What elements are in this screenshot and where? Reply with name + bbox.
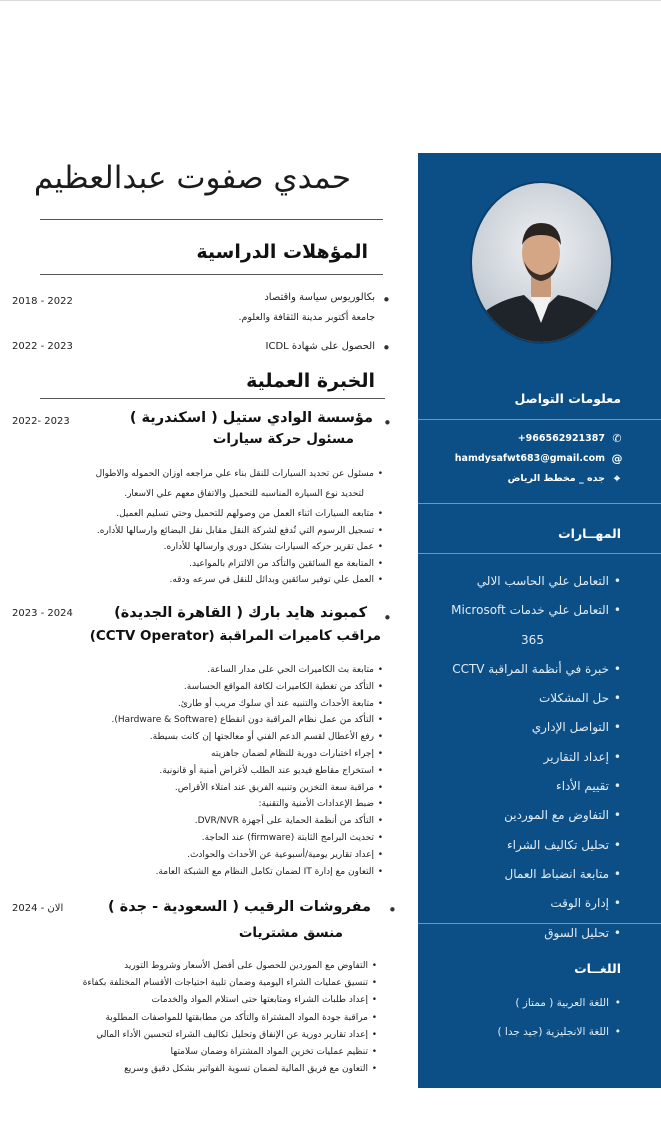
job2-bullets [111,662,383,880]
education-date: 2018 - 2022 [12,296,73,307]
skill-item: • إدارة الوقت [416,889,621,918]
skills-top-divider [418,503,661,504]
job2-bullet-item: • التأكد من عمل نظام المراقبة دون انقطاع (Hardware & Software). [111,712,383,729]
email-icon: @ [611,452,623,465]
certificate-bullet: • [382,339,391,357]
job3-bullets [83,958,377,1078]
job3-bullet-item: • إعداد طلبات الشراء ومتابعتها حتى استلام المواد والخدمات [83,992,377,1009]
job2-bullet-item: • رفع الأعطال لقسم الدعم الفني أو معالجتها إن كانت بسيطة. [111,729,383,746]
job3-date: الان - 2024 [12,903,64,914]
skill-item: • إعداد التقارير [416,743,621,772]
job2-date: 2023 - 2024 [12,608,73,619]
job2-bullet-item: • مراقبة سعة التخزين وتنبيه الفريق عند امتلاء الأقراص. [111,780,383,797]
skill-item: • التفاوض مع الموردين [416,801,621,830]
job2-bullet-item: • متابعة بث الكاميرات الحي على مدار الساعة. [111,662,383,679]
language-item: • اللغة الانجليزية (جيد جدا ) [416,1018,621,1047]
job3-bullet-item: • تنظيم عمليات تخزين المواد المشتراة وضمان سلامتها [83,1044,377,1061]
job1-bullet-item: • عمل تقرير حركه السيارات بشكل دوري وارسالها للأداره. [96,539,383,555]
job1-bullet-item: • المتابعة مع السائقين والتأكد من الالتزام بالمواعيد. [96,556,383,572]
phone-icon: ✆ [612,432,622,445]
languages-title: اللغــات [574,961,621,976]
job1-bullets [96,466,383,588]
skill-item: • تقييم الأداء [416,772,621,801]
skill-item: • تحليل السوق [416,919,621,948]
contact-list [423,429,623,489]
name-divider [40,219,383,220]
profile-photo [470,181,613,344]
skill-item: • التعامل علي خدمات Microsoft 365 [416,596,621,655]
experience-divider [40,398,385,399]
job2-bullet-item: • إجراء اختبارات دورية للنظام لضمان جاهزيته [111,746,383,763]
job2-bullet-item: • متابعة الأحداث والتنبيه عند أي سلوك مريب أو طارئ. [111,696,383,713]
contact-email: @ hamdysafwt683@gmail.com [423,449,623,469]
skills-list [416,567,621,948]
job1-date: 2022- 2023 [12,416,70,427]
languages-list [416,989,621,1047]
job2-role: مراقب كاميرات المراقبة (CCTV Operator) [89,628,381,644]
contact-title: معلومات التواصل [514,391,621,406]
contact-divider [418,419,661,420]
job1-bullet-item: • العمل علي توفير سائقين وبدائل للنقل في سرعه ودقه. [96,572,383,588]
certificate-name: الحصول على شهادة ICDL [265,341,375,352]
skills-divider [418,553,661,554]
job2-bullet-item: • إعداد تقارير يومية/أسبوعية عن الأحداث والحوادث. [111,847,383,864]
job2-company: كمبوند هايد بارك ( القاهرة الجديدة) [114,605,367,621]
education-school: جامعة أكتوبر مدينة الثقافة والعلوم. [238,312,375,323]
job1-bullet-item: • تسجيل الرسوم التي تُدفع لشركة النقل مقابل نقل البضائع وارسالها للأداره. [96,523,383,539]
skills-title: المهــارات [558,526,621,541]
job1-bullet-item: • مسئول عن تحديد السيارات للنقل بناء علي مراجعه اوزان الحموله والاطوال [96,466,383,482]
location-icon: ⌖ [613,472,621,485]
top-border [0,0,661,1]
job3-bullet-item: • التفاوض مع الموردين للحصول على أفضل الأسعار وشروط التوريد [83,958,377,975]
job3-bullet-item: • إعداد تقارير دورية عن الإنفاق وتحليل تكاليف الشراء لتحسين الأداء المالي [83,1027,377,1044]
job1-bullet: • [383,414,392,432]
job1-role: مسئول حركة سيارات [212,431,354,447]
skill-item: • حل المشكلات [416,684,621,713]
job2-bullet: • [383,609,392,627]
job2-bullet-item: • استخراج مقاطع فيديو عند الطلب لأغراض أمنية أو قانونية. [111,763,383,780]
job2-bullet-item: • التعاون مع إدارة IT لضمان تكامل النظام مع الشبكة العامة. [111,864,383,881]
job3-role: منسق مشتريات [238,925,343,941]
job3-company: مفروشات الرقيب ( السعودية - جدة ) [108,899,371,915]
job2-bullet-item: • تحديث البرامج الثابتة (firmware) عند الحاجة. [111,830,383,847]
skill-item: • تحليل تكاليف الشراء [416,831,621,860]
job2-bullet-item: • ضبط الإعدادات الأمنية والتقنية: [111,796,383,813]
job1-bullet-item: لتحديد نوع السياره المناسبه للتحميل والاتفاق معهم علي الاسعار. [124,489,364,500]
job1-company: مؤسسة الوادي ستيل ( اسكندرية ) [129,410,373,426]
certificate-date: 2022 - 2023 [12,341,73,352]
job2-bullet-item: • التأكد من أنظمة الحماية على أجهزة DVR/NVR. [111,813,383,830]
skill-item: • متابعة انضباط العمال [416,860,621,889]
skill-item: • خبرة في أنظمة المراقبة CCTV [416,655,621,684]
person-name: حمدي صفوت عبدالعظيم [33,160,351,196]
job1-bullet-item: • متابعه السيارات اثناء العمل من وصولهم للتحميل وحتي تسليم العميل. [96,506,383,522]
sidebar [418,153,661,1088]
contact-phone: ✆ +966562921387 [423,429,623,449]
job3-bullet-item: • التعاون مع فريق المالية لضمان تسوية الفواتير بشكل دقيق وسريع [83,1061,377,1078]
languages-top-divider [418,923,661,924]
job2-bullet-item: • التأكد من تغطية الكاميرات لكافة المواقع الحساسة. [111,679,383,696]
education-divider [40,274,383,275]
contact-location: ⌖ جده _ مخطط الرياض [423,469,623,489]
job3-bullet-item: • مراقبة جودة المواد المشتراة والتأكد من مطابقتها للمواصفات المطلوبة [83,1010,377,1027]
education-bullet: • [382,291,391,309]
job3-bullet: • [388,901,397,919]
skill-item: • التعامل علي الحاسب الالي [416,567,621,596]
education-degree: بكالوريوس سياسة واقتصاد [264,292,375,303]
language-item: • اللغة العربية ( ممتاز ) [416,989,621,1018]
education-title: المؤهلات الدراسية [196,241,368,263]
job3-bullet-item: • تنسيق عمليات الشراء اليومية وضمان تلبية احتياجات الأقسام المختلفة بكفاءة [83,975,377,992]
skill-item: • التواصل الإداري [416,713,621,742]
experience-title: الخبرة العملية [246,370,375,392]
